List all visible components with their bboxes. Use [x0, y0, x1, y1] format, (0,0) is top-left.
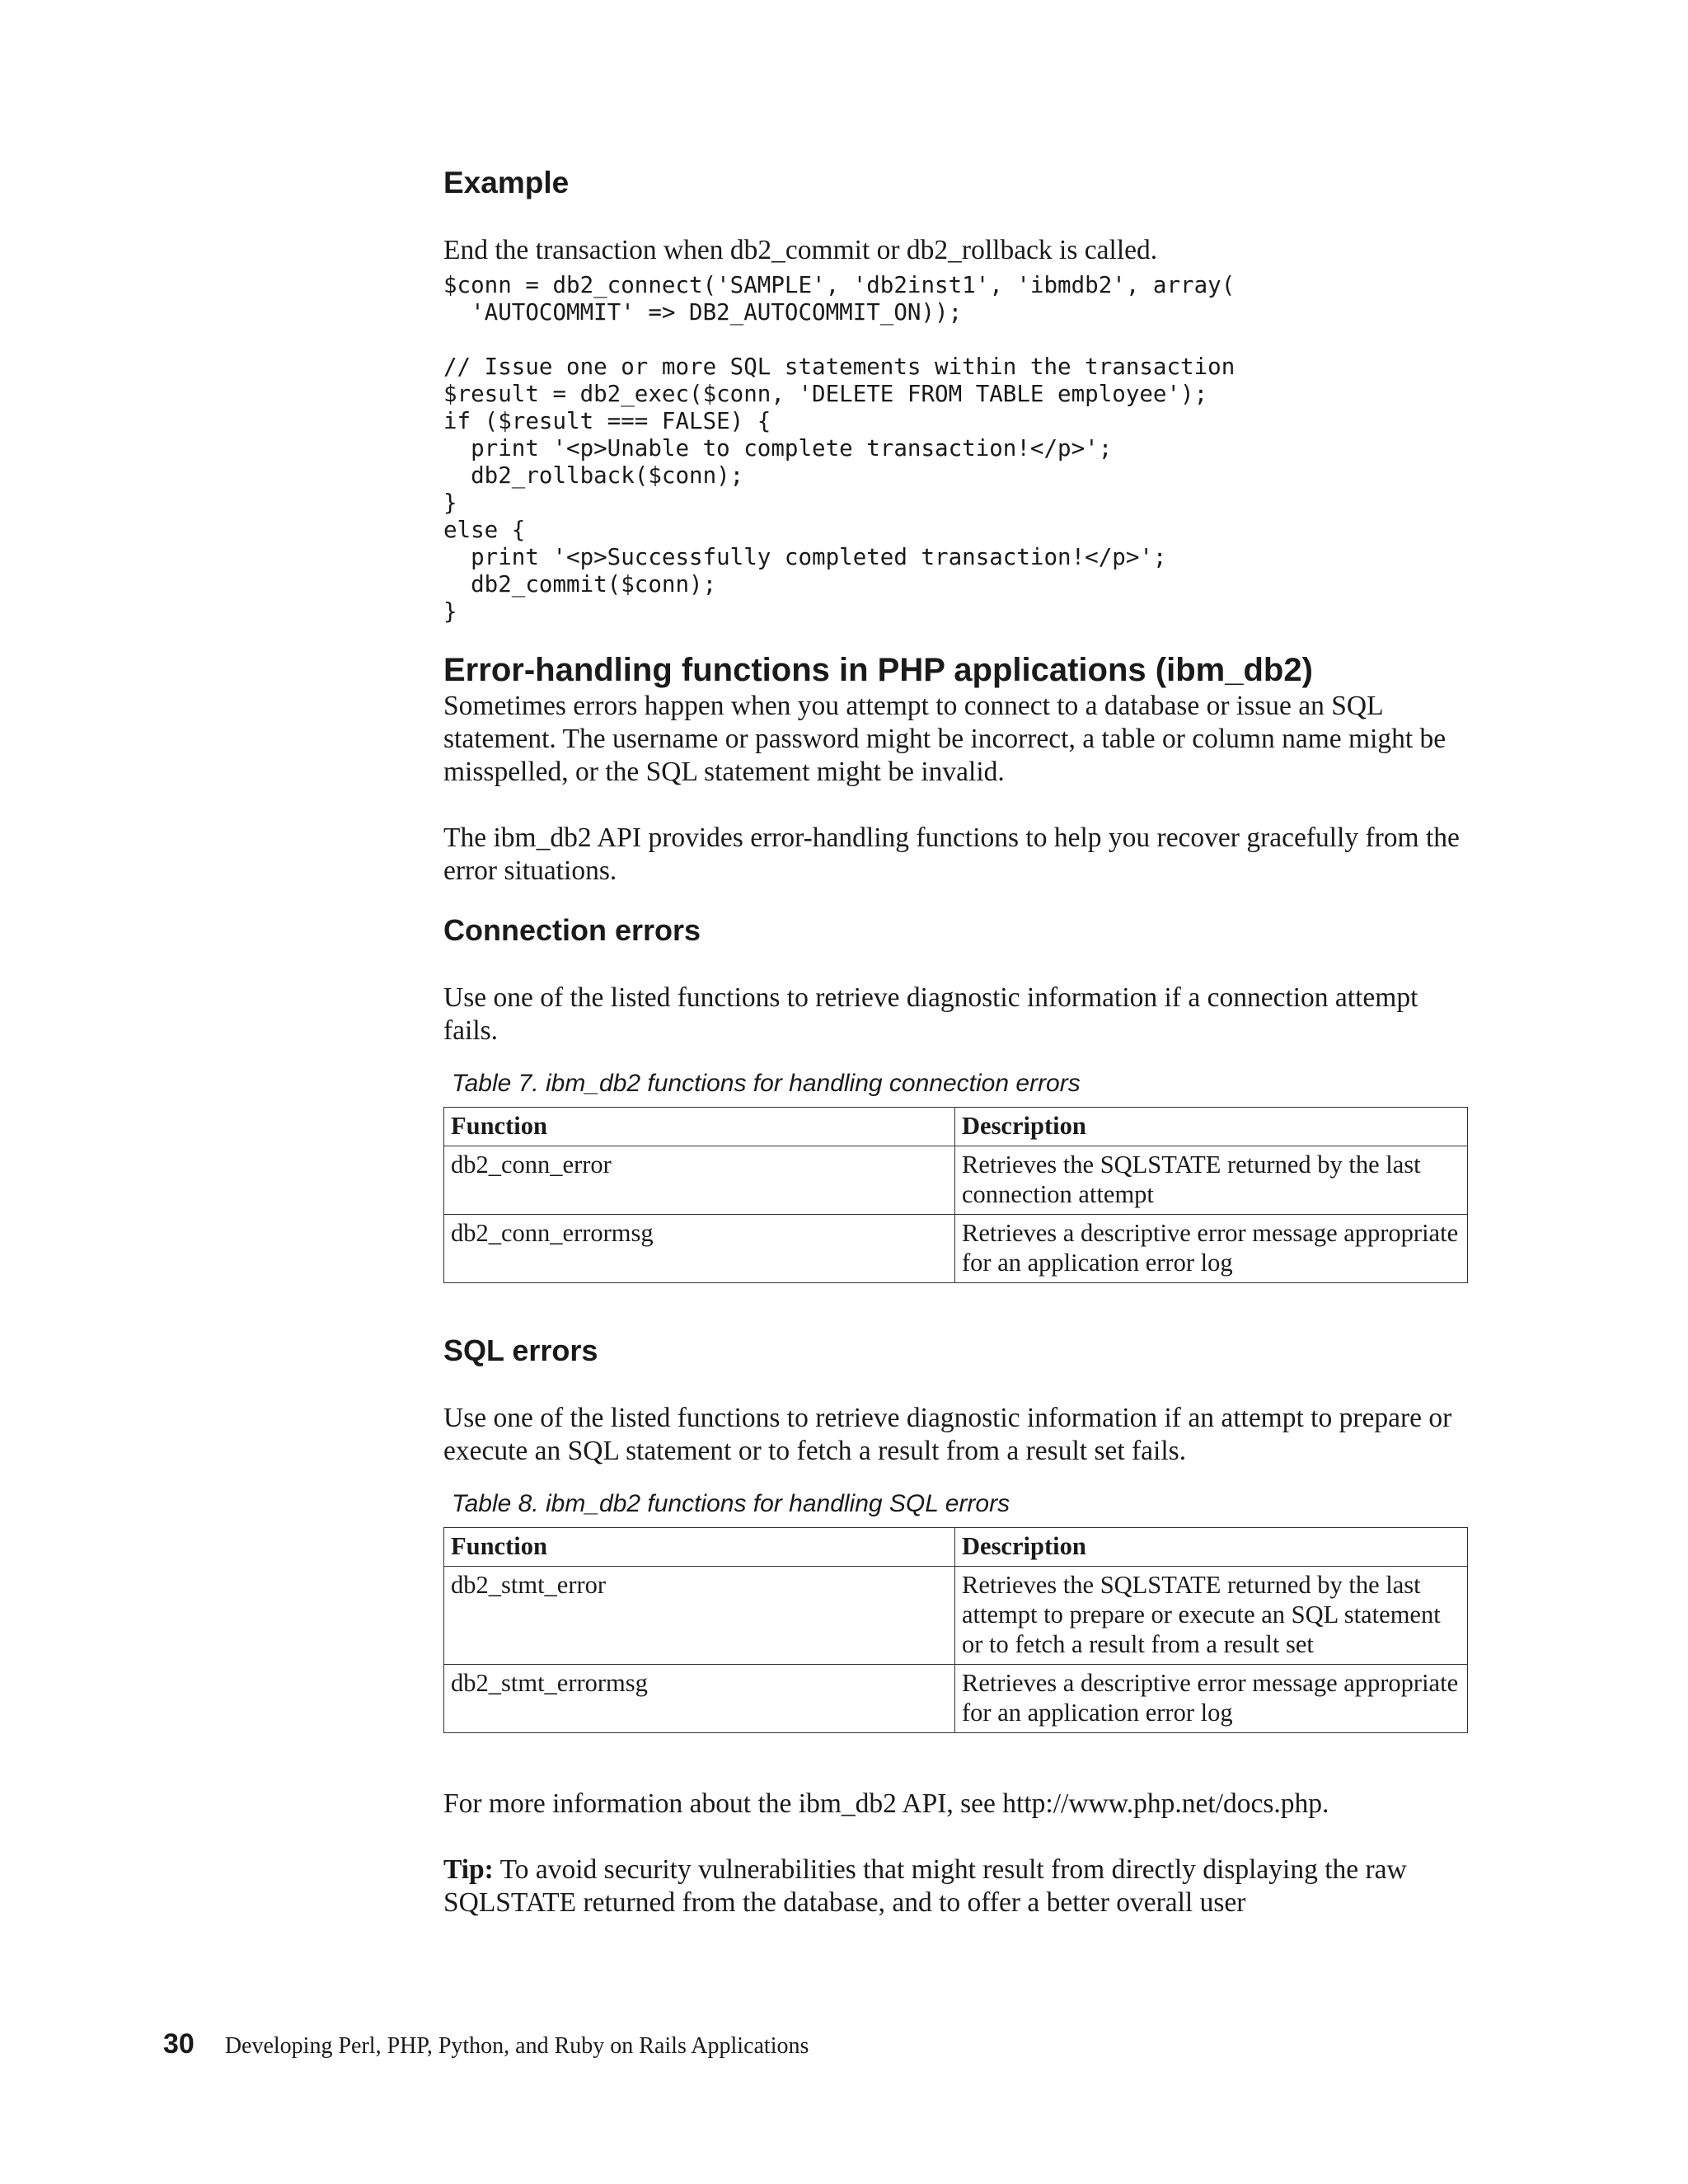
description-cell: Retrieves a descriptive error message appropriate for an application error log	[955, 1665, 1468, 1733]
page-number: 30	[163, 2028, 195, 2060]
function-name-cell: db2_conn_error	[444, 1146, 955, 1215]
sql-errors-intro: Use one of the listed functions to retrieve diagnostic information if an attempt to prepare or execute an SQL statement or to fetch a result from a result set fails.	[443, 1403, 1452, 1466]
column-header-description: Description	[955, 1528, 1468, 1567]
column-header-function: Function	[444, 1528, 955, 1567]
description-cell: Retrieves the SQLSTATE returned by the last connection attempt	[955, 1146, 1468, 1215]
page-footer	[163, 2027, 809, 2063]
error-handling-paragraph-2: The ibm_db2 API provides error-handling functions to help you recover gracefully from the error situations.	[443, 823, 1460, 886]
table-header-row	[444, 1108, 1468, 1146]
table-row	[444, 1215, 1468, 1283]
column-header-description: Description	[955, 1108, 1468, 1146]
example-intro: End the transaction when db2_commit or db2_rollback is called.	[443, 235, 1158, 265]
connection-errors-intro: Use one of the listed functions to retrieve diagnostic information if a connection attempt fails.	[443, 982, 1418, 1046]
tip-text: To avoid security vulnerabilities that might result from directly displaying the raw SQLSTATE returned from the database, and to offer a better overall user	[443, 1854, 1407, 1918]
table-row	[444, 1665, 1468, 1733]
more-info-paragraph: For more information about the ibm_db2 API, see http://www.php.net/docs.php.	[443, 1788, 1329, 1819]
table-row	[444, 1146, 1468, 1215]
description-cell: Retrieves a descriptive error message appropriate for an application error log	[955, 1215, 1468, 1283]
connection-errors-heading: Connection errors	[443, 913, 701, 947]
connection-errors-table	[443, 1107, 1468, 1283]
tip-paragraph	[443, 1854, 1465, 1919]
page-content	[443, 165, 1465, 1919]
tip-label: Tip:	[443, 1854, 494, 1885]
book-title: Developing Perl, PHP, Python, and Ruby on Rails Applications	[224, 2033, 809, 2059]
table-7-caption: Table 7. ibm_db2 functions for handling connection errors	[452, 1070, 1081, 1097]
sql-errors-heading: SQL errors	[443, 1333, 598, 1367]
error-handling-paragraph-1: Sometimes errors happen when you attempt to connect to a database or issue an SQL statement. The username or password might be incorrect, a table or column name might be misspelled, or the SQL statement might be invalid.	[443, 691, 1447, 787]
column-header-function: Function	[444, 1108, 955, 1146]
error-handling-heading: Error-handling functions in PHP applications (ibm_db2)	[443, 652, 1313, 688]
function-name-cell: db2_stmt_errormsg	[444, 1665, 955, 1733]
function-name-cell: db2_stmt_error	[444, 1567, 955, 1665]
table-header-row	[444, 1528, 1468, 1567]
code-example: $conn = db2_connect('SAMPLE', 'db2inst1', 'ibmdb2', array( 'AUTOCOMMIT' => DB2_AUTOCOMMIT_ON)); // Issue one or more SQL statements within the transaction $result = db2_exec($conn, 'DELETE FROM TABLE employee'); if ($result === FALSE) { print '<p>Unable to complete transaction!</p>'; db2_rollback($conn); } else { print '<p>Successfully completed transaction!</p>'; db2_commit($conn); }	[443, 272, 1236, 625]
function-name-cell: db2_conn_errormsg	[444, 1215, 955, 1283]
example-heading: Example	[443, 166, 570, 199]
sql-errors-table	[443, 1527, 1468, 1733]
description-cell: Retrieves the SQLSTATE returned by the last attempt to prepare or execute an SQL statement or to fetch a result from a result set	[955, 1567, 1468, 1665]
table-row	[444, 1567, 1468, 1665]
table-8-caption: Table 8. ibm_db2 functions for handling SQL errors	[452, 1490, 1010, 1517]
